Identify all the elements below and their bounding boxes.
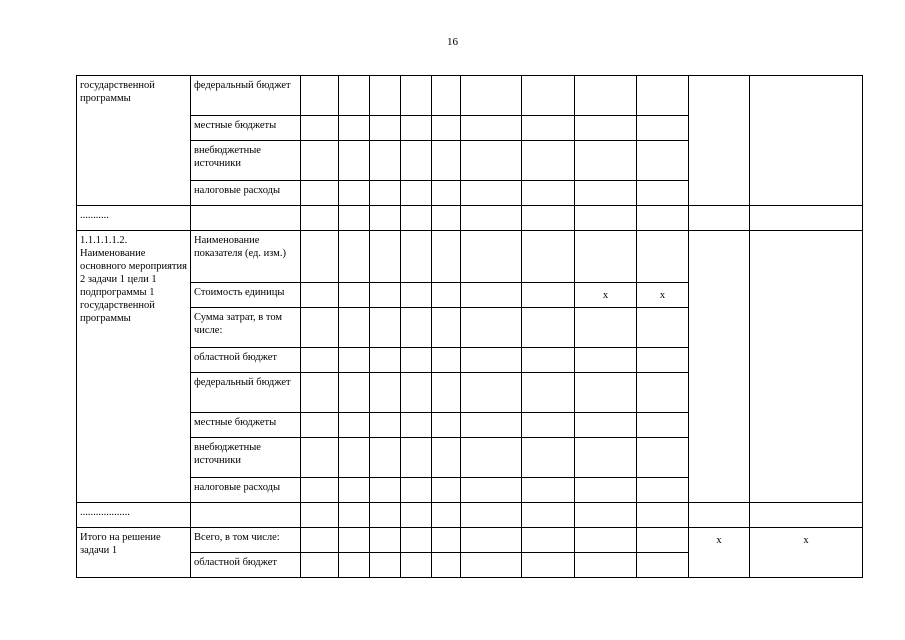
- budget-table: [76, 75, 863, 578]
- row-label: Сумма затрат, в том числе:: [191, 308, 301, 348]
- row-label: Наименование показателя (ед. изм.): [191, 231, 301, 283]
- row-label: федеральный бюджет: [191, 76, 301, 116]
- table-row: [77, 503, 863, 528]
- page-number: 16: [447, 36, 458, 48]
- table-row: [77, 206, 863, 231]
- row-label: налоговые расходы: [191, 181, 301, 206]
- total-mark: х: [750, 528, 863, 578]
- section3-label: Итого на решение задачи 1: [77, 528, 191, 578]
- table-row: [77, 528, 863, 553]
- unit-cost-mark: х: [637, 283, 689, 308]
- row-label: федеральный бюджет: [191, 373, 301, 413]
- ellipsis-label: ...................: [77, 503, 191, 528]
- section2-label: 1.1.1.1.1.2. Наименование основного мероприятия 2 задачи 1 цели 1 подпрограммы 1 государственной программы: [77, 231, 191, 503]
- row-label: областной бюджет: [191, 348, 301, 373]
- ellipsis-label: ...........: [77, 206, 191, 231]
- section1-label: государственной программы: [77, 76, 191, 206]
- row-label: Всего, в том числе:: [191, 528, 301, 553]
- unit-cost-mark: х: [575, 283, 637, 308]
- row-label: налоговые расходы: [191, 478, 301, 503]
- total-mark: х: [689, 528, 750, 578]
- table-row: [77, 76, 863, 116]
- table-row: [77, 231, 863, 283]
- row-label: Стоимость единицы: [191, 283, 301, 308]
- row-label: внебюджетные источники: [191, 141, 301, 181]
- row-label: местные бюджеты: [191, 413, 301, 438]
- row-label: местные бюджеты: [191, 116, 301, 141]
- row-label: внебюджетные источники: [191, 438, 301, 478]
- row-label: областной бюджет: [191, 553, 301, 578]
